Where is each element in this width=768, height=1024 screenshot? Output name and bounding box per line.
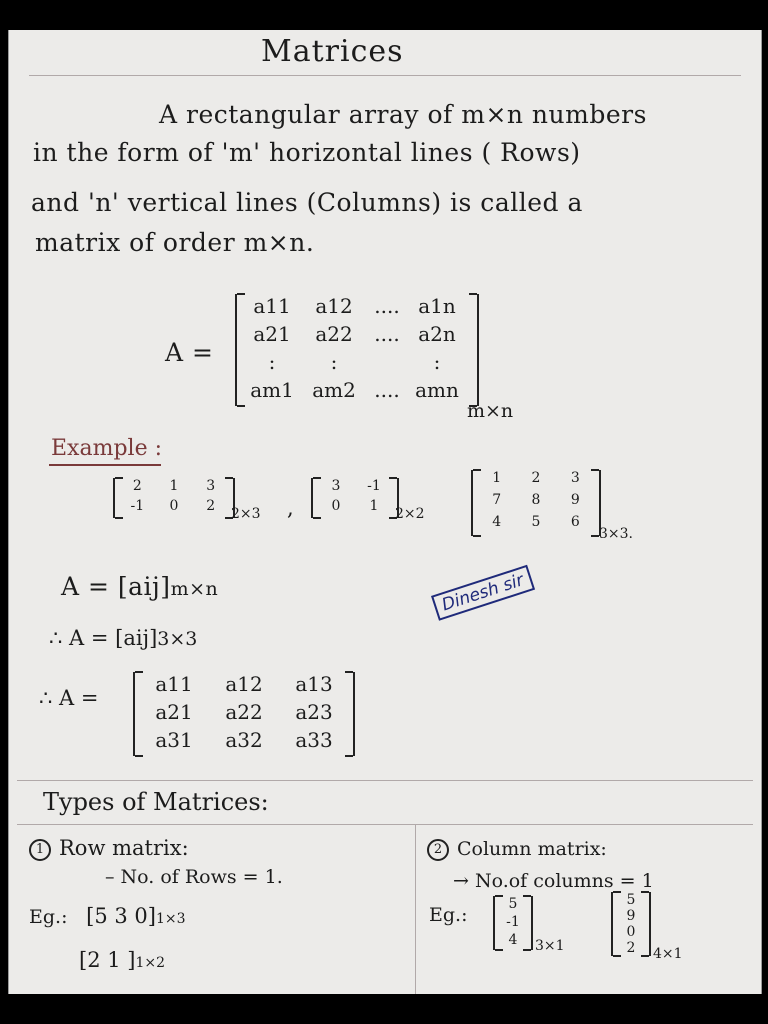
ruled-line	[29, 75, 741, 76]
matrix-cell: :	[433, 350, 441, 374]
matrix-cell: 8	[531, 492, 541, 508]
matrix-cell: 0	[626, 924, 636, 940]
notation-order: m×n	[170, 578, 219, 600]
example-matrix-2x2	[311, 478, 399, 518]
matrix-cell: 1	[369, 498, 379, 514]
general-matrix-order: m×n	[467, 400, 514, 422]
matrix-cell: 2	[206, 498, 216, 514]
matrix-cell: 0	[169, 498, 179, 514]
matrix-cell: 5	[626, 892, 636, 908]
example-matrix-2x3	[113, 478, 235, 518]
column-matrix-4x1	[611, 892, 651, 956]
types-heading: Types of Matrices:	[43, 788, 269, 816]
row-matrix-order: 1×3	[156, 911, 186, 927]
ruled-line	[17, 824, 753, 825]
matrix-cell: 3	[570, 470, 580, 486]
example-order-2x2: 2×2	[395, 506, 425, 522]
column-matrix-desc: → No.of columns = 1	[453, 870, 654, 892]
matrix-cell: 2	[531, 470, 541, 486]
matrix-cell: 2	[626, 940, 636, 956]
matrix-cell: 2	[132, 478, 142, 494]
notation-expression: A = [aij]	[61, 572, 171, 601]
eg-label: Eg.:	[29, 906, 68, 928]
section-title: Column matrix:	[457, 838, 607, 860]
matrix-cell: 5	[508, 896, 518, 912]
definition-line-4: matrix of order m×n.	[35, 228, 315, 257]
matrix-cell	[365, 350, 409, 378]
ruled-line	[17, 780, 753, 781]
matrix-cell: 9	[570, 492, 580, 508]
matrix-cell: 3	[331, 478, 341, 494]
matrix-cell: 4	[492, 514, 502, 530]
matrix-cell: a21	[253, 322, 291, 346]
column-matrix-eg-label: Eg.:	[429, 904, 468, 926]
matrix-cell: 4	[508, 932, 518, 948]
matrix-cell: am2	[312, 378, 356, 402]
section-number: 1	[29, 839, 51, 861]
row-matrix-desc: – No. of Rows = 1.	[105, 866, 283, 888]
example-matrix-3x3	[471, 470, 601, 536]
column-matrix-order: 4×1	[653, 946, 683, 962]
matrix-cell: a12	[225, 672, 263, 696]
matrix-cell: 1	[169, 478, 179, 494]
notation-order: 3×3	[157, 628, 198, 650]
matrix-cell: a11	[155, 672, 193, 696]
matrix-cell: 5	[531, 514, 541, 530]
definition-line-3: and 'n' vertical lines (Columns) is called a	[31, 188, 583, 217]
row-matrix-eg-1	[29, 904, 186, 928]
matrix-cell: a23	[295, 700, 333, 724]
matrix-cell: ....	[374, 378, 400, 402]
matrix-cell: a21	[155, 700, 193, 724]
matrix-cell: ....	[374, 294, 400, 318]
matrix-cell: :	[330, 350, 338, 374]
definition-line-1: A rectangular array of m×n numbers	[159, 100, 647, 129]
matrix-cell: 0	[331, 498, 341, 514]
notation-matrix-lhs: ∴ A =	[39, 686, 99, 710]
row-matrix-example: [5 3 0]	[86, 904, 156, 928]
matrix-cell: amn	[415, 378, 459, 402]
general-matrix-lhs: A =	[165, 338, 214, 367]
matrix-cell: 1	[492, 470, 502, 486]
row-matrix-heading	[29, 836, 189, 861]
notebook-page	[8, 30, 762, 994]
notation-line-1	[61, 572, 218, 601]
example-label: Example :	[51, 436, 162, 461]
row-matrix-order: 1×2	[135, 955, 166, 971]
matrix-cell: 6	[570, 514, 580, 530]
example-order-2x3: 2×3	[231, 506, 261, 522]
matrix-cell: a11	[253, 294, 291, 318]
definition-line-2: in the form of 'm' horizontal lines ( Rows)	[33, 138, 581, 167]
author-stamp: Dinesh sir	[431, 565, 535, 621]
matrix-cell: -1	[130, 498, 145, 514]
example-order-3x3: 3×3.	[599, 526, 633, 542]
matrix-cell: :	[268, 350, 276, 374]
matrix-cell: a22	[315, 322, 353, 346]
row-matrix-example: [2 1 ]	[79, 948, 136, 972]
section-number: 2	[427, 839, 449, 861]
matrix-cell: -1	[506, 914, 520, 930]
matrix-cell: a31	[155, 728, 193, 752]
notation-expression: ∴ A = [aij]	[49, 626, 158, 650]
column-matrix-3x1	[493, 896, 533, 950]
matrix-cell: ....	[374, 322, 400, 346]
matrix-cell: a13	[295, 672, 333, 696]
row-matrix-eg-2	[79, 948, 165, 972]
matrix-cell: am1	[250, 378, 294, 402]
section-title: Row matrix:	[59, 836, 189, 860]
example-separator: ,	[287, 496, 294, 520]
notation-line-2	[49, 626, 197, 650]
page-title: Matrices	[261, 34, 404, 69]
matrix-cell: 3	[206, 478, 216, 494]
matrix-cell: 9	[626, 908, 636, 924]
matrix-cell: a32	[225, 728, 263, 752]
matrix-cell: a1n	[418, 294, 456, 318]
notation-matrix-3x3	[133, 672, 355, 756]
column-matrix-heading	[427, 838, 607, 861]
column-divider	[415, 824, 416, 994]
matrix-cell: a33	[295, 728, 333, 752]
matrix-cell: a12	[315, 294, 353, 318]
matrix-cell: -1	[367, 478, 381, 494]
example-underline	[49, 464, 161, 466]
column-matrix-order: 3×1	[535, 938, 565, 954]
general-matrix	[235, 294, 479, 406]
matrix-cell: 7	[492, 492, 502, 508]
matrix-cell: a2n	[418, 322, 456, 346]
matrix-cell: a22	[225, 700, 263, 724]
